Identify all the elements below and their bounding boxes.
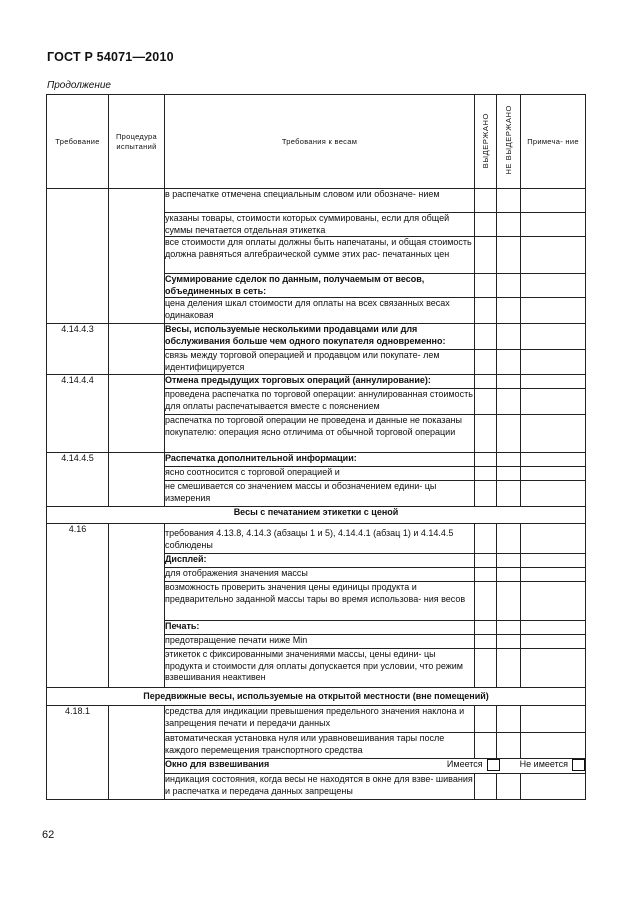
passed-cell: [475, 389, 497, 415]
note-cell: [521, 375, 586, 389]
passed-cell: [475, 774, 497, 800]
col-header-passed-label: ВЫДЕРЖАНО: [480, 112, 490, 168]
note-cell: [521, 298, 586, 324]
option-yes[interactable]: [447, 759, 500, 771]
procedure-cell: [109, 375, 165, 453]
not-passed-cell: [497, 635, 521, 649]
requirement-text: проведена распечатка по торговой операции: аннулированная стоимость для оплаты распечатывается вместе с пояснением: [165, 389, 475, 415]
requirement-number: [47, 189, 109, 324]
option-yes-checkbox[interactable]: [487, 759, 500, 771]
col-header-not-passed: [497, 95, 521, 189]
requirement-number: 4.14.4.4: [47, 375, 109, 453]
table-row: [47, 453, 586, 467]
note-cell: [521, 237, 586, 274]
col-header-notes: Примеча- ние: [521, 95, 586, 189]
requirement-number: 4.18.1: [47, 706, 109, 800]
requirement-heading: Отмена предыдущих торговых операций (аннулирование):: [165, 375, 475, 389]
note-cell: [521, 733, 586, 759]
note-cell: [521, 481, 586, 507]
not-passed-cell: [497, 415, 521, 453]
option-no-label: Не имеется: [519, 759, 568, 770]
requirement-text: требования 4.13.8, 4.14.3 (абзацы 1 и 5), 4.14.4.1 (абзац 1) и 4.14.4.5 соблюдены: [165, 524, 475, 554]
not-passed-cell: [497, 467, 521, 481]
requirement-text: распечатка по торговой операции не проведена и данные не показаны покупателю: операция ясно отличима от обычной торговой операции: [165, 415, 475, 453]
option-yes-label: Имеется: [446, 759, 483, 770]
requirement-text: средства для индикации превышения предельного значения наклона и запрещения печати и передачи данных: [165, 706, 475, 733]
requirement-text: автоматическая установка нуля или уравновешивания тары после каждого перемещения транспортного средства: [165, 733, 475, 759]
not-passed-cell: [497, 582, 521, 621]
requirement-text: в распечатке отмечена специальным словом или обозначе- нием: [165, 189, 475, 213]
col-header-requirement: Требование: [47, 95, 109, 189]
note-cell: [521, 389, 586, 415]
passed-cell: [475, 350, 497, 375]
note-cell: [521, 189, 586, 213]
table-row: [47, 375, 586, 389]
table-row: [47, 524, 586, 554]
note-cell: [521, 582, 586, 621]
section-row: [47, 688, 586, 706]
not-passed-cell: [497, 774, 521, 800]
note-cell: [521, 415, 586, 453]
note-cell: [521, 213, 586, 237]
not-passed-cell: [497, 298, 521, 324]
option-no-checkbox[interactable]: [572, 759, 585, 771]
note-cell: [521, 774, 586, 800]
section-row: [47, 507, 586, 524]
col-header-scale-requirements: Требования к весам: [165, 95, 475, 189]
passed-cell: [475, 481, 497, 507]
not-passed-cell: [497, 649, 521, 688]
passed-cell: [475, 621, 497, 635]
requirement-number: 4.14.4.5: [47, 453, 109, 507]
note-cell: [521, 635, 586, 649]
table-header-row: [47, 95, 586, 189]
passed-cell: [475, 568, 497, 582]
not-passed-cell: [497, 324, 521, 350]
continued-label: Продолжение: [47, 80, 111, 91]
procedure-cell: [109, 189, 165, 324]
option-no[interactable]: [520, 759, 585, 771]
passed-cell: [475, 582, 497, 621]
requirement-text: цена деления шкал стоимости для оплаты на всех связанных весах одинаковая: [165, 298, 475, 324]
note-cell: [521, 706, 586, 733]
procedure-cell: [109, 524, 165, 688]
passed-cell: [475, 467, 497, 481]
passed-cell: [475, 213, 497, 237]
passed-cell: [475, 649, 497, 688]
passed-cell: [475, 554, 497, 568]
not-passed-cell: [497, 554, 521, 568]
requirements-table: [46, 94, 586, 800]
not-passed-cell: [497, 375, 521, 389]
section-heading: Весы с печатанием этикетки с ценой: [47, 507, 586, 524]
requirement-number: 4.14.4.3: [47, 324, 109, 375]
requirement-heading: Весы, используемые несколькими продавцами или для обслуживания больше чем одного покупателя одновременно:: [165, 324, 475, 350]
passed-cell: [475, 274, 497, 298]
note-cell: [521, 554, 586, 568]
passed-cell: [475, 524, 497, 554]
note-cell: [521, 621, 586, 635]
requirement-number: 4.16: [47, 524, 109, 688]
not-passed-cell: [497, 621, 521, 635]
note-cell: [521, 453, 586, 467]
note-cell: [521, 324, 586, 350]
col-header-passed: [475, 95, 497, 189]
requirement-heading: Суммирование сделок по данным, получаемым от весов, объединенных в сеть:: [165, 274, 475, 298]
requirement-heading: Распечатка дополнительной информации:: [165, 453, 475, 467]
procedure-cell: [109, 706, 165, 800]
note-cell: [521, 568, 586, 582]
procedure-cell: [109, 324, 165, 375]
requirement-text: для отображения значения массы: [165, 568, 475, 582]
passed-cell: [475, 635, 497, 649]
not-passed-cell: [497, 524, 521, 554]
note-cell: [521, 649, 586, 688]
not-passed-cell: [497, 274, 521, 298]
requirement-text: возможность проверить значения цены единицы продукта и предварительно заданной массы тары во время использова- ния весов: [165, 582, 475, 621]
requirement-text: этикеток с фиксированными значениями массы, цены едини- цы продукта и стоимости для оплаты допускается при условии, что режим взвешивания неактивен: [165, 649, 475, 688]
requirement-text: ясно соотносится с торговой операцией и: [165, 467, 475, 481]
passed-cell: [475, 733, 497, 759]
not-passed-cell: [497, 706, 521, 733]
weighing-window-field: [165, 759, 585, 771]
passed-cell: [475, 324, 497, 350]
requirement-heading: Дисплей:: [165, 554, 475, 568]
requirement-text: указаны товары, стоимости которых суммированы, если для общей суммы печатается отдельная этикетка: [165, 213, 475, 237]
note-cell: [521, 274, 586, 298]
procedure-cell: [109, 453, 165, 507]
not-passed-cell: [497, 389, 521, 415]
requirement-heading: Печать:: [165, 621, 475, 635]
requirement-text: не смешивается со значением массы и обозначением едини- цы измерения: [165, 481, 475, 507]
passed-cell: [475, 189, 497, 213]
page-number: 62: [42, 829, 55, 841]
passed-cell: [475, 453, 497, 467]
not-passed-cell: [497, 568, 521, 582]
col-header-not-passed-label: НЕ ВЫДЕРЖАНО: [503, 105, 513, 176]
table-row: [47, 189, 586, 213]
not-passed-cell: [497, 733, 521, 759]
requirement-text: предотвращение печати ниже Min: [165, 635, 475, 649]
col-header-procedure: Процедура испытаний: [109, 95, 165, 189]
not-passed-cell: [497, 189, 521, 213]
passed-cell: [475, 237, 497, 274]
not-passed-cell: [497, 453, 521, 467]
not-passed-cell: [497, 213, 521, 237]
passed-cell: [475, 298, 497, 324]
passed-cell: [475, 375, 497, 389]
not-passed-cell: [497, 481, 521, 507]
table-row: [47, 324, 586, 350]
section-heading: Передвижные весы, используемые на открытой местности (вне помещений): [47, 688, 586, 706]
not-passed-cell: [497, 237, 521, 274]
weighing-window-title: Окно для взвешивания: [165, 759, 270, 770]
not-passed-cell: [497, 350, 521, 375]
table-row: [47, 706, 586, 733]
requirement-text: индикация состояния, когда весы не находятся в окне для взве- шивания и распечатка и передача данных запрещены: [165, 774, 475, 800]
passed-cell: [475, 706, 497, 733]
note-cell: [521, 524, 586, 554]
requirement-text: связь между торговой операцией и продавцом или покупате- лем идентифицируется: [165, 350, 475, 375]
note-cell: [521, 467, 586, 481]
document-title: ГОСТ Р 54071—2010: [47, 50, 174, 64]
note-cell: [521, 350, 586, 375]
weighing-window-row: [165, 759, 586, 774]
passed-cell: [475, 415, 497, 453]
requirement-text: все стоимости для оплаты должны быть напечатаны, и общая стоимость должна равняться алгебраической сумме этих рас- печатанных цен: [165, 237, 475, 274]
